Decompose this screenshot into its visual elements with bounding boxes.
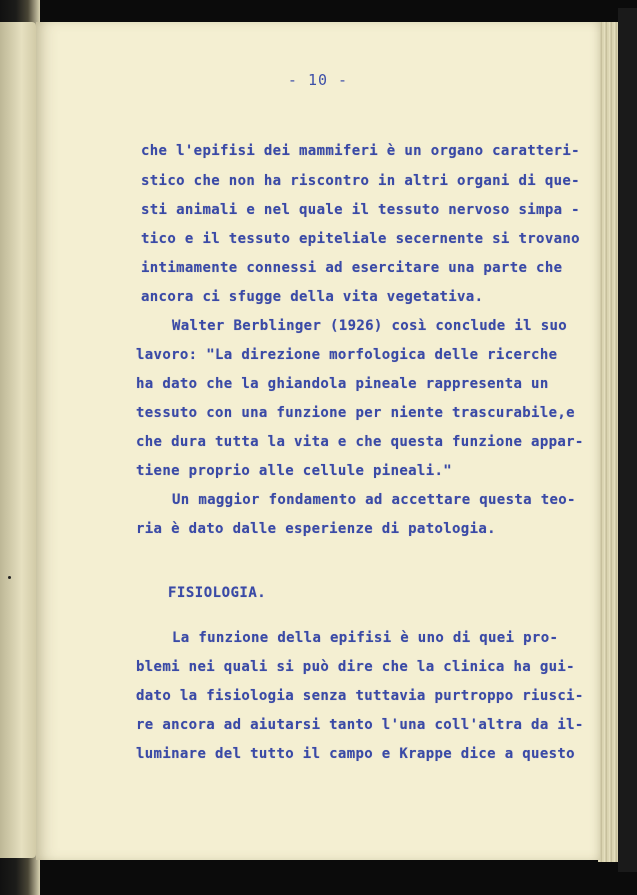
text-line: dato la fisiologia senza tuttavia purtroppo riusci- xyxy=(136,688,584,704)
typewritten-page xyxy=(36,22,600,860)
text-line: lavoro: "La direzione morfologica delle ricerche xyxy=(136,347,558,363)
text-line: blemi nei quali si può dire che la clinica ha gui- xyxy=(136,659,575,675)
text-line: ria è dato dalle esperienze di patologia. xyxy=(136,521,496,537)
text-line: ancora ci sfugge della vita vegetativa. xyxy=(141,289,484,305)
facing-page-edge xyxy=(0,22,36,858)
text-line: luminare del tutto il campo e Krappe dice a questo xyxy=(136,746,575,762)
text-line: Walter Berblinger (1926) così conclude il suo xyxy=(172,318,568,334)
text-line: sti animali e nel quale il tessuto nervoso simpa - xyxy=(141,202,580,218)
text-line: Un maggior fondamento ad accettare questa teo- xyxy=(172,492,576,508)
book-cover-right xyxy=(618,8,637,872)
text-line: re ancora ad aiutarsi tanto l'una coll'altra da il- xyxy=(136,717,584,733)
page-number: - 10 - xyxy=(287,71,349,89)
edge-mark xyxy=(8,576,11,579)
page-stack-edges xyxy=(598,22,620,862)
text-line: stico che non ha riscontro in altri organi di que- xyxy=(141,173,580,189)
text-line: ha dato che la ghiandola pineale rappresenta un xyxy=(136,376,549,392)
text-line: che l'epifisi dei mammiferi è un organo caratteri- xyxy=(141,143,580,159)
text-line: tico e il tessuto epiteliale secernente si trovano xyxy=(141,231,580,247)
text-line: tessuto con una funzione per niente trascurabile,e xyxy=(136,405,575,421)
text-line: intimamente connessi ad esercitare una parte che xyxy=(141,260,563,276)
text-line: che dura tutta la vita e che questa funzione appar- xyxy=(136,434,584,450)
text-line: tiene proprio alle cellule pineali." xyxy=(136,463,453,479)
text-line: La funzione della epifisi è uno di quei pro- xyxy=(172,630,559,646)
section-heading: FISIOLOGIA. xyxy=(168,585,267,601)
